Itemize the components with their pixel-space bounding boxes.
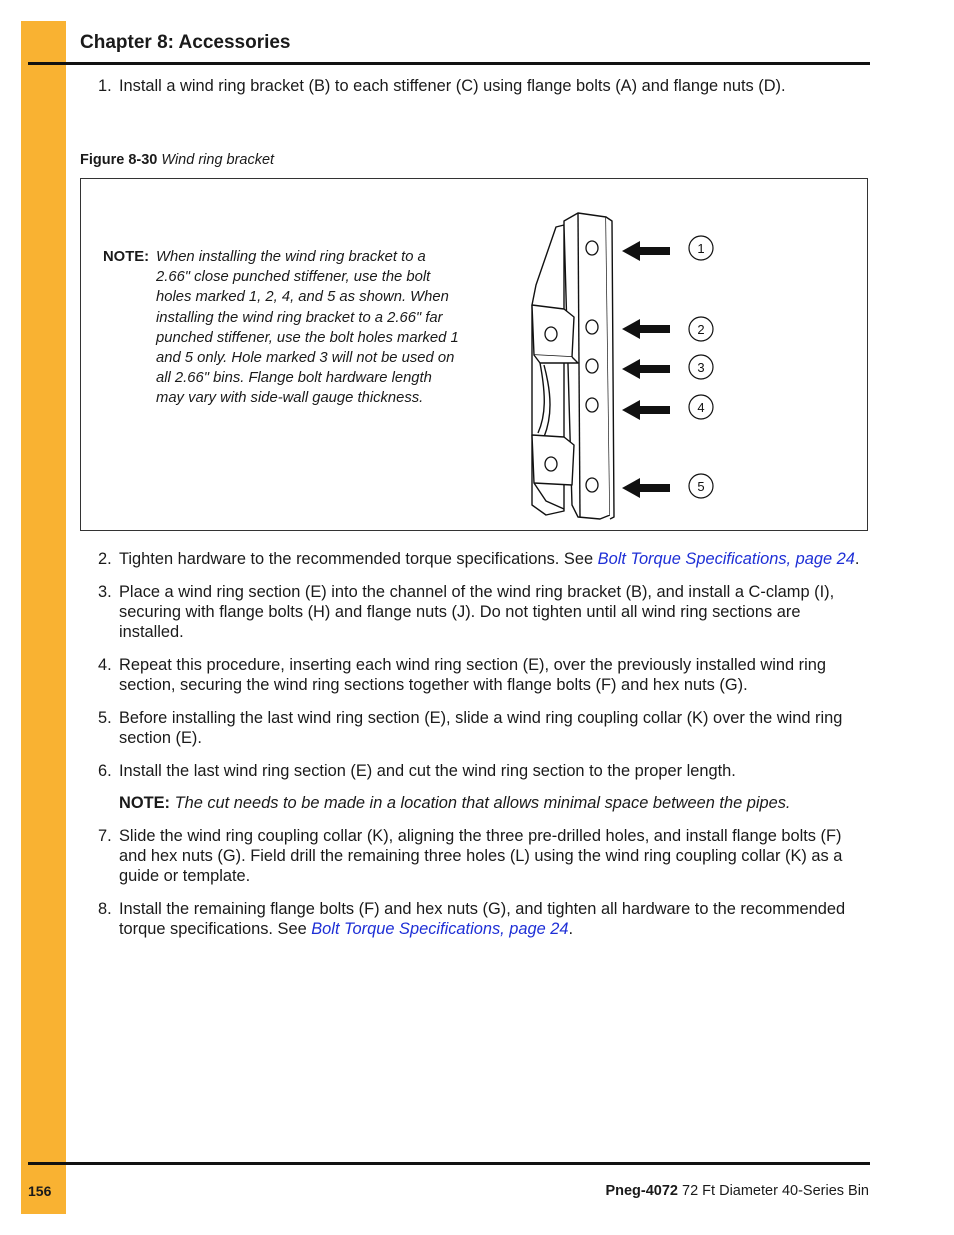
steps-list-after <box>80 549 865 939</box>
step-number: 2. <box>98 550 112 568</box>
figure-note <box>103 247 463 409</box>
step-note-label: NOTE: <box>119 794 170 812</box>
step-item <box>80 826 865 886</box>
bolt-torque-link[interactable]: Bolt Torque Specifications, page 24 <box>597 550 855 568</box>
step-item <box>80 761 865 813</box>
document-title: 72 Ft Diameter 40-Series Bin <box>678 1183 869 1199</box>
step-number: 8. <box>98 900 112 918</box>
step-item <box>80 582 865 642</box>
footer-document-title <box>605 1183 869 1199</box>
figure-note-label: NOTE: <box>103 249 150 265</box>
step-text: Before installing the last wind ring section (E), slide a wind ring coupling collar (K) over the wind ring section (E). <box>119 709 843 747</box>
header-rule <box>28 62 870 65</box>
step-text: Slide the wind ring coupling collar (K), aligning the three pre-drilled holes, and install flange bolts (F) and hex nuts (G). Field drill the remaining three holes (L) using the wind ring coupling collar (K) as a guide or template. <box>119 827 843 885</box>
steps-list-before <box>80 76 865 96</box>
step-item <box>80 899 865 939</box>
step-note-text: The cut needs to be made in a location that allows minimal space between the pipes. <box>174 794 791 812</box>
step-number: 6. <box>98 762 112 780</box>
figure-caption-text: Wind ring bracket <box>161 152 275 168</box>
step-number: 7. <box>98 827 112 845</box>
callout-label: 5 <box>697 479 705 494</box>
step-number: 4. <box>98 656 112 674</box>
callout-label: 4 <box>697 400 705 415</box>
chapter-title: Chapter 8: Accessories <box>80 32 291 53</box>
step-text: Place a wind ring section (E) into the channel of the wind ring bracket (B), and install a C-clamp (I), securing with flange bolts (H) and flange nuts (J). Do not tighten until all wind ring sections are installed. <box>119 583 835 641</box>
callout-label: 3 <box>697 360 705 375</box>
step-number: 1. <box>98 77 112 95</box>
step-note <box>119 793 865 813</box>
callout-label: 2 <box>697 322 705 337</box>
footer-rule <box>28 1162 870 1165</box>
step-suffix: . <box>854 550 860 568</box>
step-item <box>80 655 865 695</box>
step-text: Repeat this procedure, inserting each wind ring section (E), over the previously installed wind ring section, securing the wind ring sections together with flange bolts (F) and hex nuts (G). <box>119 656 826 694</box>
step-number: 3. <box>98 583 112 601</box>
step-item <box>80 549 865 569</box>
step-number: 5. <box>98 709 112 727</box>
arrow-icons <box>622 241 670 498</box>
chapter-sidebar-tab <box>21 21 66 1214</box>
bolt-torque-link[interactable]: Bolt Torque Specifications, page 24 <box>311 920 569 938</box>
document-id: Pneg-4072 <box>605 1183 678 1199</box>
step-item <box>80 76 865 96</box>
figure-label: Figure 8-30 <box>80 152 158 168</box>
figure-note-text <box>156 247 463 409</box>
callout-label: 1 <box>697 241 705 256</box>
step-item <box>80 708 865 748</box>
step-text: Install the remaining flange bolts (F) and hex nuts (G), and tighten all hardware to the recommended torque specifications. See <box>119 900 846 938</box>
figure-caption <box>80 152 274 168</box>
figure-note-body: When installing the wind ring bracket to a 2.66" close punched stiffener, use the bolt holes marked 1, 2, 4, and 5 as shown. When installing the wind ring bracket to a 2.66" far punched stiffener, use the bolt holes marked 1 and 5 only. Hole marked 3 will not be used on all 2.66" bins. Flange bolt hardware length may vary with side-wall gauge thickness. <box>156 249 459 407</box>
wind-ring-bracket-drawing <box>520 205 760 525</box>
step-suffix: . <box>568 920 574 938</box>
page-number: 156 <box>28 1183 52 1199</box>
step-text: Install the last wind ring section (E) and cut the wind ring section to the proper length. <box>119 762 736 780</box>
step-text: Install a wind ring bracket (B) to each stiffener (C) using flange bolts (A) and flange nuts (D). <box>119 77 786 95</box>
step-text: Tighten hardware to the recommended torque specifications. See <box>119 550 598 568</box>
